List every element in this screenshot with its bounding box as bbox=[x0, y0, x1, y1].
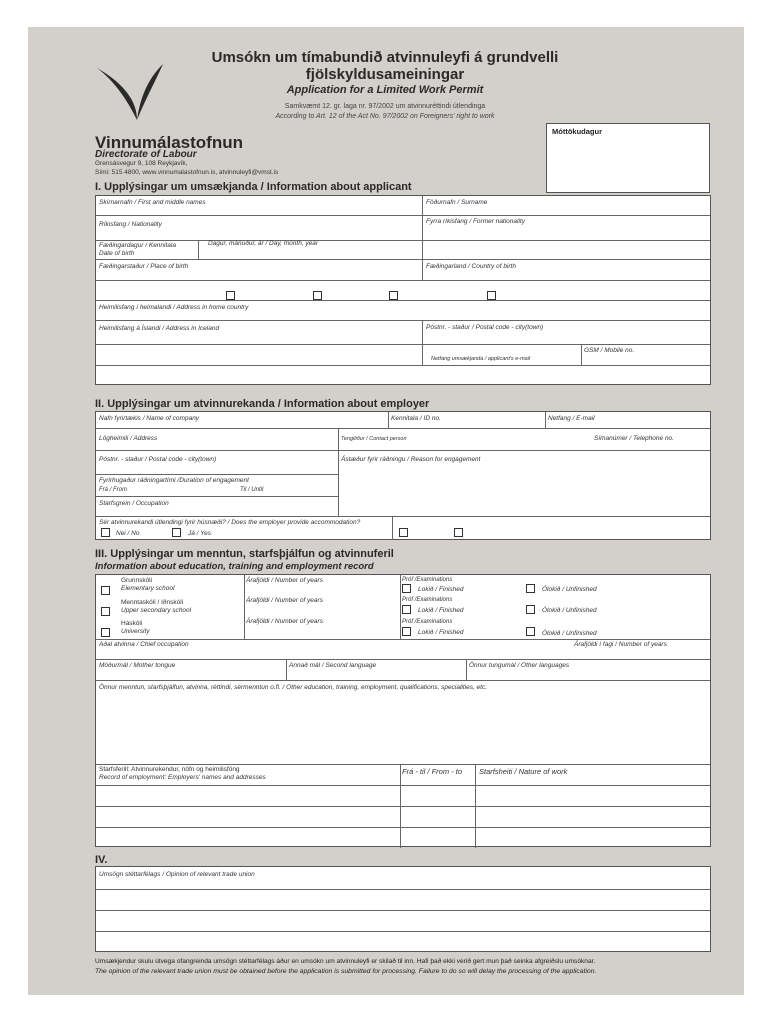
telephone-label: Símanúmer / Telephone no. bbox=[594, 435, 674, 442]
reason-label: Ástæður fyrir ráðningu / Reason for engagement bbox=[341, 456, 481, 463]
footer-note-is: Umsækjendur skulu útvega ofangreinda umsögn stéttarfélags áður en umsókn um atvinnuleyfi er skilað til inn. Hafi það ekki verið gert mun það seinka afgreiðslu umsóknar. bbox=[95, 958, 596, 965]
occupation-label: Starfsgrein / Occupation bbox=[99, 500, 169, 507]
country-of-birth-label: Fæðingarland / Country of birth bbox=[426, 263, 516, 270]
unfinished-checkbox[interactable] bbox=[526, 627, 535, 636]
unfinished-checkbox[interactable] bbox=[526, 584, 535, 593]
org-address: Grensásvegur 9, 108 Reykjavík, bbox=[95, 160, 188, 167]
finished-label: Lokið / Finished bbox=[418, 607, 464, 614]
checkbox[interactable] bbox=[389, 291, 398, 300]
edu-label-is: Grunnskóli bbox=[121, 577, 153, 584]
mother-tongue-label: Móðurmál / Mother tongue bbox=[99, 662, 176, 669]
dob-label: Fæðingardagur / Kennitala bbox=[99, 242, 176, 249]
duration-label: Fyrirhugaður ráðningartími /Duration of engagement bbox=[99, 477, 249, 484]
place-of-birth-label: Fæðingarstaður / Place of birth bbox=[99, 263, 189, 270]
finished-checkbox[interactable] bbox=[402, 627, 411, 636]
employer-email-label: Netfang / E-mail bbox=[548, 415, 595, 422]
postal-code-label: Póstnr. - staður / Postal code - city(town) bbox=[426, 324, 544, 331]
checkbox[interactable] bbox=[226, 291, 235, 300]
accommodation-yes-label: Já / Yes bbox=[188, 530, 212, 537]
exams-label: Próf /Examinations bbox=[402, 577, 453, 583]
id-no-label: Kennitala / ID no. bbox=[391, 415, 441, 422]
accommodation-yes-checkbox[interactable] bbox=[172, 528, 181, 537]
gsm-label: GSM / Mobile no. bbox=[584, 347, 635, 354]
footer-note-en: The opinion of the relevant trade union must be obtained before the application is submitted for processing. Failure to do so will delay the processing of the application. bbox=[95, 968, 597, 975]
section2-title: II. Upplýsingar um atvinnurekanda / Information about employer bbox=[95, 398, 430, 410]
section1-title: I. Upplýsingar um umsækjanda / Information about applicant bbox=[95, 181, 412, 193]
employer-box bbox=[95, 411, 711, 540]
trade-union-label: Umsögn stéttarfélags / Opinion of relevant trade union bbox=[99, 871, 255, 878]
contact-person-label: Tengiliður / Contact person bbox=[341, 436, 407, 442]
former-nationality-label: Fyrra ríkisfang / Former nationality bbox=[426, 218, 525, 225]
checkbox[interactable] bbox=[399, 528, 408, 537]
received-date-box[interactable] bbox=[546, 123, 710, 193]
finished-checkbox[interactable] bbox=[402, 584, 411, 593]
employer-postal-label: Póstnr. - staður / Postal code - city(town) bbox=[99, 456, 217, 463]
legal-reference-en: According to Art. 12 of the Act No. 97/2002 on Foreigners' right to work bbox=[275, 113, 495, 120]
from-label: Frá / From bbox=[99, 487, 127, 493]
nationality-label: Ríkisfang / Nationality bbox=[99, 221, 162, 228]
section3-subtitle: Information about education, training and employment record bbox=[95, 561, 374, 572]
surname-label: Föðurnafn / Surname bbox=[426, 199, 488, 206]
applicant-email-label: Netfang umsækjanda / applicant's e-mail bbox=[431, 356, 531, 362]
dob-label-en: Date of birth bbox=[99, 250, 135, 257]
home-address-label: Heimilisfang í heimalandi / Address in home country bbox=[99, 304, 249, 311]
accommodation-question: Sér atvinnurekandi útlendingi fyrir húsnæði? / Does the employer provide accommodation? bbox=[99, 519, 361, 526]
unfinished-label: Ólokið / Unfinished bbox=[542, 630, 597, 637]
employer-address-label: Lögheimili / Address bbox=[99, 435, 158, 442]
employment-record-label-en: Record of employment: Employers' names and addresses bbox=[99, 774, 266, 781]
years-label: Árafjöldi / Number of years bbox=[246, 577, 323, 584]
checkbox[interactable] bbox=[487, 291, 496, 300]
other-education-label: Önnur menntun, starfsþjálfun, atvinna, réttindi, sérmenntun o.fl. / Other education, training, employment, qualifications, specialities, etc. bbox=[99, 684, 488, 691]
dob-format-label: Dagur, mánuður, ár / Day, month, year bbox=[208, 240, 319, 247]
finished-label: Lokið / Finished bbox=[418, 629, 464, 636]
trade-union-box bbox=[95, 866, 711, 952]
exams-label: Próf /Examinations bbox=[402, 597, 453, 603]
upper-secondary-checkbox[interactable] bbox=[101, 607, 110, 616]
chief-occupation-label: Aðal atvinna / Chief occupation bbox=[99, 641, 189, 648]
unfinished-label: Ólokið / Unfinished bbox=[542, 586, 597, 593]
from-to-label: Frá - til / From - to bbox=[402, 767, 462, 776]
section3-title: III. Upplýsingar um menntun, starfsþjálfun og atvinnuferil bbox=[95, 548, 394, 560]
second-language-label: Annað mál / Second language bbox=[289, 662, 377, 669]
iceland-address-label: Heimilisfang á Íslandi / Address in Iceland bbox=[99, 325, 220, 332]
org-contact: Sími: 515 4800, www.vinnumalastofnun.is, atvinnuleyfi@vmst.is bbox=[95, 169, 279, 176]
legal-reference-is: Samkvæmt 12. gr. laga nr. 97/2002 um atvinnuréttindi útlendinga bbox=[284, 103, 486, 110]
accommodation-no-label: Nei / No bbox=[116, 530, 140, 537]
company-name-label: Nafn fyrirtækis / Name of company bbox=[99, 415, 200, 422]
years-in-trade-label: Árafjöldi í fagi / Number of years bbox=[574, 641, 667, 648]
finished-label: Lokið / Finished bbox=[418, 586, 464, 593]
accommodation-no-checkbox[interactable] bbox=[101, 528, 110, 537]
elementary-school-checkbox[interactable] bbox=[101, 586, 110, 595]
section4-title: IV. bbox=[95, 854, 108, 866]
other-languages-label: Önnur tungumál / Other languages bbox=[469, 662, 570, 669]
edu-label-en: University bbox=[121, 628, 150, 635]
nature-of-work-label: Starfsheiti / Nature of work bbox=[479, 767, 568, 776]
org-name: Vinnumálastofnun bbox=[95, 133, 243, 152]
edu-label-is: Menntaskóli / Iðnskóli bbox=[121, 599, 184, 606]
form-title: Umsókn um tímabundið atvinnuleyfi á grundvelli fjölskyldusameiningar bbox=[211, 49, 559, 83]
employment-record-label-is: Starfsferill: Atvinnurekendur, nöfn og heimilisföng bbox=[99, 766, 240, 773]
applicant-box bbox=[95, 195, 711, 385]
education-box bbox=[95, 574, 711, 847]
finished-checkbox[interactable] bbox=[402, 605, 411, 614]
edu-label-is: Háskóli bbox=[121, 620, 143, 627]
unfinished-checkbox[interactable] bbox=[526, 605, 535, 614]
checkbox[interactable] bbox=[313, 291, 322, 300]
until-label: Til / Until bbox=[240, 487, 264, 493]
exams-label: Próf /Examinations bbox=[402, 619, 453, 625]
form-subtitle: Application for a Limited Work Permit bbox=[286, 84, 484, 96]
org-name-en: Directorate of Labour bbox=[95, 149, 197, 160]
years-label: Árafjöldi / Number of years bbox=[246, 618, 323, 625]
first-name-label: Skírnarnafn / First and middle names bbox=[99, 199, 206, 206]
checkbox[interactable] bbox=[454, 528, 463, 537]
university-checkbox[interactable] bbox=[101, 628, 110, 637]
edu-label-en: Elementary school bbox=[121, 585, 175, 592]
years-label: Árafjöldi / Number of years bbox=[246, 597, 323, 604]
received-date-label: Móttökudagur bbox=[552, 127, 602, 136]
unfinished-label: Ólokið / Unfinished bbox=[542, 607, 597, 614]
edu-label-en: Upper secondary school bbox=[121, 607, 192, 614]
